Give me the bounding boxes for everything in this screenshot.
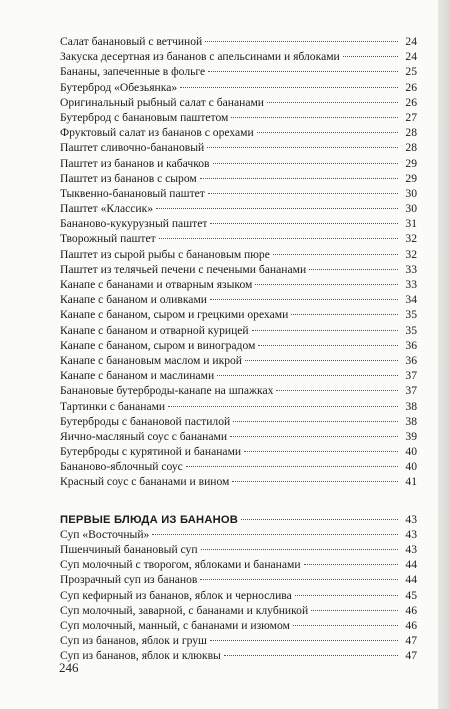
toc-entry: [60, 262, 417, 277]
toc-part-2: [60, 527, 417, 664]
toc-entry: [60, 186, 417, 201]
toc-entry-title: Бананы, запеченные в фольге: [60, 65, 206, 79]
toc-entry-page: 31: [405, 217, 417, 231]
dot-leader: [232, 481, 398, 482]
toc-part-1: [60, 34, 417, 490]
toc-entry-title: Творожный паштет: [60, 232, 156, 246]
dot-leader: [210, 299, 398, 300]
toc-entry-page: 24: [405, 35, 417, 48]
toc-entry-title: Канапе с бананом, сыром и виноградом: [60, 338, 256, 352]
dot-leader: [180, 87, 398, 88]
toc-entry-page: 36: [405, 353, 417, 367]
toc-entry-page: 25: [405, 65, 417, 79]
toc-entry-title: Суп кефирный из бананов, яблок и чернослива: [60, 588, 292, 602]
toc-entry-page: 46: [405, 618, 417, 632]
toc-entry-title: Закуска десертная из бананов с апельсинами и яблоками: [60, 50, 340, 64]
toc-entry-title: Канапе с бананом и маслинами: [60, 369, 215, 383]
toc-entry-title: Бутерброды с курятиной и бананами: [60, 445, 242, 459]
toc-entry-page: 43: [405, 543, 417, 556]
toc-entry-page: 38: [405, 399, 417, 413]
dot-leader: [291, 314, 398, 315]
toc-entry-title: Паштет из сырой рыбы с банановым пюре: [60, 247, 270, 261]
dot-leader: [343, 56, 398, 57]
toc-entry: [60, 474, 417, 489]
toc-entry: [60, 383, 417, 398]
dot-leader: [311, 610, 398, 611]
toc-entry-title: Пшенчиный банановый суп: [60, 543, 198, 556]
toc-entry-title: Бананово-кукурузный паштет: [60, 217, 208, 231]
dot-leader: [252, 330, 398, 331]
section-page-number: 43: [405, 512, 417, 526]
toc-entry: [60, 429, 417, 444]
dot-leader: [231, 117, 398, 118]
dot-leader: [224, 655, 398, 656]
dot-leader: [208, 193, 398, 194]
toc-entry: [60, 49, 417, 64]
toc-entry-title: Суп из бананов, яблок и клюквы: [60, 649, 221, 663]
toc-entry-page: 37: [405, 369, 417, 383]
toc-entry-title: Прозрачный суп из бананов: [60, 573, 198, 587]
toc-entry-page: 24: [405, 50, 417, 64]
toc-entry-page: 32: [405, 232, 417, 246]
toc-entry: [60, 633, 417, 648]
toc-entry-page: 47: [405, 649, 417, 663]
toc-entry-page: 45: [405, 588, 417, 602]
toc-entry-title: Паштет из телячьей печени с печеными бананами: [60, 262, 307, 276]
dot-leader: [295, 595, 398, 596]
toc-entry: [60, 527, 417, 542]
toc-entry: [60, 64, 417, 79]
toc-entry-title: Бананово-яблочный соус: [60, 460, 183, 474]
toc-entry-page: 46: [405, 603, 417, 617]
dot-leader: [273, 254, 398, 255]
toc-entry-title: Бутерброд «Обезьянка»: [60, 80, 178, 94]
toc-entry-page: 28: [405, 126, 417, 140]
toc-entry-page: 38: [405, 414, 417, 428]
toc-entry-page: 26: [405, 80, 417, 94]
toc-entry-title: Паштет «Классик»: [60, 202, 154, 216]
dot-leader: [233, 421, 398, 422]
toc-entry: [60, 648, 417, 663]
toc-entry-title: Тыквенно-банановый паштет: [60, 186, 205, 200]
toc-entry: [60, 353, 417, 368]
toc-entry-page: 40: [405, 445, 417, 459]
toc-entry-title: Суп молочный с творогом, яблоками и бананами: [60, 558, 301, 572]
toc-entry-title: Канапе с бананом и оливками: [60, 293, 207, 307]
toc-entry-page: 30: [405, 202, 417, 216]
dot-leader: [293, 625, 398, 626]
toc-entry: [60, 34, 417, 49]
dot-leader: [208, 71, 398, 72]
dot-leader: [213, 163, 398, 164]
dot-leader: [257, 132, 398, 133]
toc-entry-page: 39: [405, 429, 417, 443]
toc-entry: [60, 292, 417, 307]
toc-entry-page: 30: [405, 186, 417, 200]
toc-entry-page: 33: [405, 278, 417, 291]
dot-leader: [245, 360, 398, 361]
toc-entry: [60, 95, 417, 110]
toc-entry: [60, 216, 417, 231]
dot-leader: [230, 436, 398, 437]
toc-entry-title: Паштет из бананов и кабачков: [60, 156, 210, 170]
toc-entry: [60, 140, 417, 155]
toc-entry-title: Канапе с банановым маслом и икрой: [60, 353, 242, 367]
dot-leader: [244, 451, 398, 452]
toc-entry: [60, 307, 417, 322]
section-title: ПЕРВЫЕ БЛЮДА ИЗ БАНАНОВ: [60, 513, 239, 526]
section-gap: [60, 490, 417, 512]
toc-entry-page: 34: [405, 293, 417, 307]
toc-entry-title: Оригинальный рыбный салат с бананами: [60, 95, 265, 109]
dot-leader: [210, 223, 398, 224]
toc-entry: [60, 110, 417, 125]
toc-entry-page: 43: [405, 527, 417, 541]
dot-leader: [210, 640, 398, 641]
dot-leader: [168, 406, 398, 407]
toc-entry-title: Паштет из бананов с сыром: [60, 171, 197, 185]
toc-entry: [60, 125, 417, 140]
toc-entry-title: Паштет сливочно-банановый: [60, 141, 205, 155]
toc-entry: [60, 368, 417, 383]
toc-entry-page: 44: [405, 573, 417, 587]
toc-entry: [60, 338, 417, 353]
dot-leader: [309, 269, 398, 270]
toc-entry-page: 29: [405, 171, 417, 185]
page-number: 246: [59, 660, 79, 675]
toc-entry: [60, 231, 417, 246]
toc-entry-page: 44: [405, 558, 417, 572]
toc-entry: [60, 542, 417, 557]
toc-entry-title: Суп молочный, заварной, с бананами и клубникой: [60, 603, 309, 617]
table-of-contents: [60, 34, 417, 664]
toc-entry-page: 28: [405, 141, 417, 155]
toc-entry-title: Банановые бутерброды-канапе на шпажках: [60, 384, 274, 398]
toc-entry: [60, 414, 417, 429]
toc-entry: [60, 618, 417, 633]
toc-entry-page: 36: [405, 338, 417, 352]
toc-entry-title: Красный соус с бананами и вином: [60, 475, 230, 489]
toc-entry: [60, 323, 417, 338]
page-edge: [438, 0, 450, 709]
dot-leader: [152, 534, 398, 535]
toc-entry-title: Бутерброды с банановой пастилой: [60, 414, 231, 428]
dot-leader: [267, 102, 398, 103]
toc-entry-page: 26: [405, 95, 417, 109]
toc-entry-title: Суп из бананов, яблок и груш: [60, 634, 207, 648]
dot-leader: [258, 345, 398, 346]
toc-entry-title: Суп молочный, манный, с бананами и изюмом: [60, 618, 290, 632]
dot-leader: [255, 284, 398, 285]
toc-entry: [60, 588, 417, 603]
toc-entry: [60, 557, 417, 572]
dot-leader: [186, 466, 398, 467]
toc-entry: [60, 572, 417, 587]
dot-leader: [205, 41, 398, 42]
toc-entry-title: Фруктовый салат из бананов с орехами: [60, 126, 254, 140]
dot-leader: [276, 390, 398, 391]
dot-leader: [200, 178, 398, 179]
toc-entry-page: 27: [405, 110, 417, 124]
toc-entry: [60, 399, 417, 414]
toc-entry: [60, 156, 417, 171]
toc-entry-page: 41: [405, 475, 417, 489]
toc-entry-page: 47: [405, 634, 417, 648]
toc-entry-page: 35: [405, 323, 417, 337]
toc-entry-page: 40: [405, 460, 417, 474]
dot-leader: [156, 208, 398, 209]
toc-entry-page: 33: [405, 262, 417, 276]
toc-entry-title: Салат банановый с ветчиной: [60, 35, 203, 48]
dot-leader: [304, 564, 398, 565]
toc-entry-page: 29: [405, 156, 417, 170]
toc-entry: [60, 459, 417, 474]
toc-entry-page: 32: [405, 247, 417, 261]
toc-section-heading: [60, 512, 417, 527]
dot-leader: [217, 375, 398, 376]
dot-leader: [241, 519, 398, 520]
dot-leader: [200, 579, 398, 580]
toc-entry: [60, 603, 417, 618]
toc-entry-title: Тартинки с бананами: [60, 399, 166, 413]
toc-entry: [60, 80, 417, 95]
toc-entry: [60, 201, 417, 216]
toc-entry: [60, 171, 417, 186]
toc-entry: [60, 444, 417, 459]
toc-entry-title: Яично-масляный соус с бананами: [60, 429, 228, 443]
toc-entry-title: Канапе с бананом, сыром и грецкими орехами: [60, 308, 289, 322]
toc-entry-title: Канапе с бананом и отварной курицей: [60, 323, 249, 337]
dot-leader: [159, 238, 398, 239]
dot-leader: [201, 549, 398, 550]
toc-entry: [60, 247, 417, 262]
toc-entry-title: Бутерброд с банановым паштетом: [60, 110, 229, 124]
toc-entry-page: 37: [405, 384, 417, 398]
toc-entry-title: Канапе с бананами и отварным языком: [60, 278, 253, 291]
dot-leader: [207, 147, 398, 148]
toc-entry-title: Суп «Восточный»: [60, 527, 150, 541]
toc-entry-page: 35: [405, 308, 417, 322]
toc-entry: [60, 277, 417, 292]
